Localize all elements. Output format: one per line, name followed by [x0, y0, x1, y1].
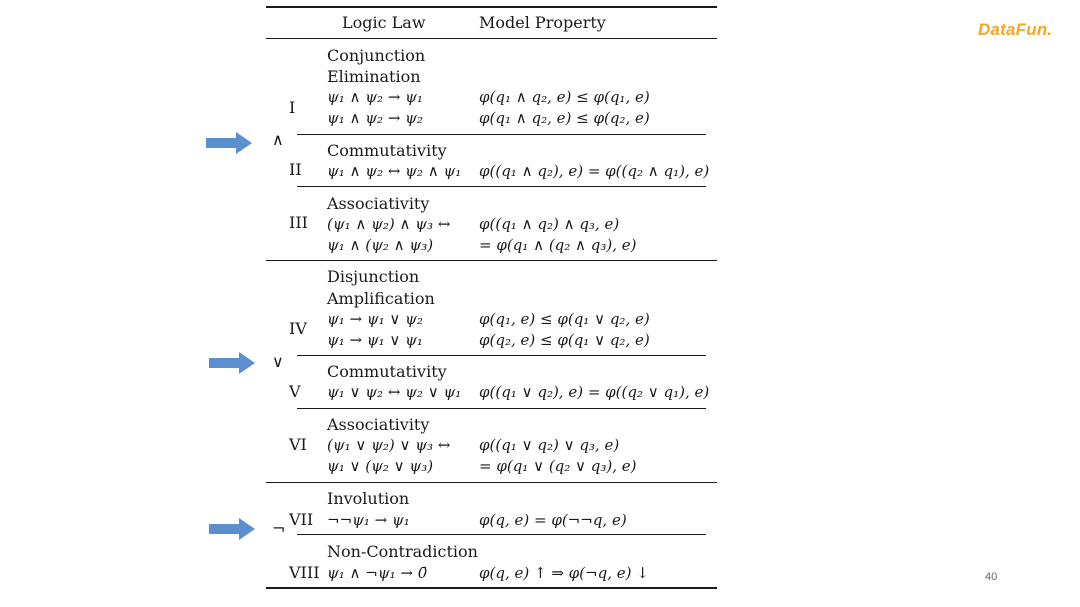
row-title: Commutativity	[327, 362, 447, 381]
law-formula: ψ₁ ∧ ψ₂ ↔ ψ₂ ∧ ψ₁	[327, 162, 462, 180]
law-formula: ψ₁ ∧ ψ₂ → ψ₂	[327, 109, 423, 127]
operator-or: ∨	[272, 352, 284, 371]
property-formula: φ((q₁ ∨ q₂), e) = φ((q₂ ∨ q₁), e)	[479, 383, 710, 401]
law-formula: ψ₁ → ψ₁ ∨ ψ₂	[327, 310, 423, 328]
row-id: V	[289, 382, 301, 401]
row-id: II	[289, 160, 302, 179]
law-formula: ¬¬ψ₁ → ψ₁	[327, 511, 410, 529]
property-formula: = φ(q₁ ∨ (q₂ ∨ q₃), e)	[479, 457, 637, 475]
header-rule	[266, 38, 717, 39]
property-formula: φ(q₂, e) ≤ φ(q₁ ∨ q₂, e)	[479, 331, 650, 349]
page-number: 40	[985, 571, 998, 583]
property-formula: φ((q₁ ∧ q₂), e) = φ((q₂ ∧ q₁), e)	[479, 162, 710, 180]
row-title: Associativity	[327, 415, 430, 434]
law-formula: ψ₁ ∧ ψ₂ → ψ₁	[327, 88, 423, 106]
law-formula: (ψ₁ ∨ ψ₂) ∨ ψ₃ ↔	[327, 436, 451, 454]
group-divider	[266, 260, 717, 261]
law-formula: ψ₁ → ψ₁ ∨ ψ₁	[327, 331, 423, 349]
arrow-right-icon	[209, 518, 255, 540]
top-rule	[266, 6, 717, 8]
row-id: VII	[289, 510, 314, 529]
row-title: Disjunction	[327, 267, 420, 286]
law-formula: ψ₁ ∧ ¬ψ₁ → 0̄	[327, 564, 428, 582]
row-id: VIII	[289, 563, 320, 582]
arrow-right-icon	[209, 352, 255, 374]
row-id: III	[289, 213, 308, 232]
row-title: Amplification	[327, 289, 435, 308]
property-formula: φ(q, e) ↑ ⇒ φ(¬q, e) ↓	[479, 564, 649, 582]
row-title: Conjunction	[327, 46, 426, 65]
row-title: Non-Contradiction	[327, 542, 478, 561]
property-formula: φ((q₁ ∧ q₂) ∧ q₃, e)	[479, 215, 620, 233]
row-title: Commutativity	[327, 141, 447, 160]
law-formula: (ψ₁ ∧ ψ₂) ∧ ψ₃ ↔	[327, 215, 451, 233]
header-model-property: Model Property	[479, 13, 606, 32]
row-title: Elimination	[327, 67, 421, 86]
group-divider	[266, 482, 717, 483]
property-formula: φ((q₁ ∨ q₂) ∨ q₃, e)	[479, 436, 620, 454]
row-title: Involution	[327, 489, 410, 508]
row-id: I	[289, 98, 296, 117]
row-divider	[297, 134, 706, 135]
bottom-rule	[266, 587, 717, 589]
header-logic-law: Logic Law	[342, 13, 426, 32]
row-divider	[297, 355, 706, 356]
arrow-right-icon	[206, 132, 252, 154]
law-formula: ψ₁ ∧ (ψ₂ ∧ ψ₃)	[327, 236, 434, 254]
row-id: IV	[289, 319, 307, 338]
property-formula: φ(q, e) = φ(¬¬q, e)	[479, 511, 627, 529]
property-formula: φ(q₁ ∧ q₂, e) ≤ φ(q₂, e)	[479, 109, 650, 127]
row-divider	[297, 534, 706, 535]
operator-not: ¬	[272, 519, 286, 538]
row-divider	[297, 186, 706, 187]
law-formula: ψ₁ ∨ (ψ₂ ∨ ψ₃)	[327, 457, 434, 475]
law-formula: ψ₁ ∨ ψ₂ ↔ ψ₂ ∨ ψ₁	[327, 383, 462, 401]
row-id: VI	[289, 435, 307, 454]
property-formula: φ(q₁ ∧ q₂, e) ≤ φ(q₁, e)	[479, 88, 650, 106]
datafun-logo: DataFun.	[978, 20, 1053, 39]
property-formula: = φ(q₁ ∧ (q₂ ∧ q₃), e)	[479, 236, 637, 254]
operator-and: ∧	[272, 130, 284, 149]
property-formula: φ(q₁, e) ≤ φ(q₁ ∨ q₂, e)	[479, 310, 650, 328]
row-title: Associativity	[327, 194, 430, 213]
row-divider	[297, 408, 706, 409]
